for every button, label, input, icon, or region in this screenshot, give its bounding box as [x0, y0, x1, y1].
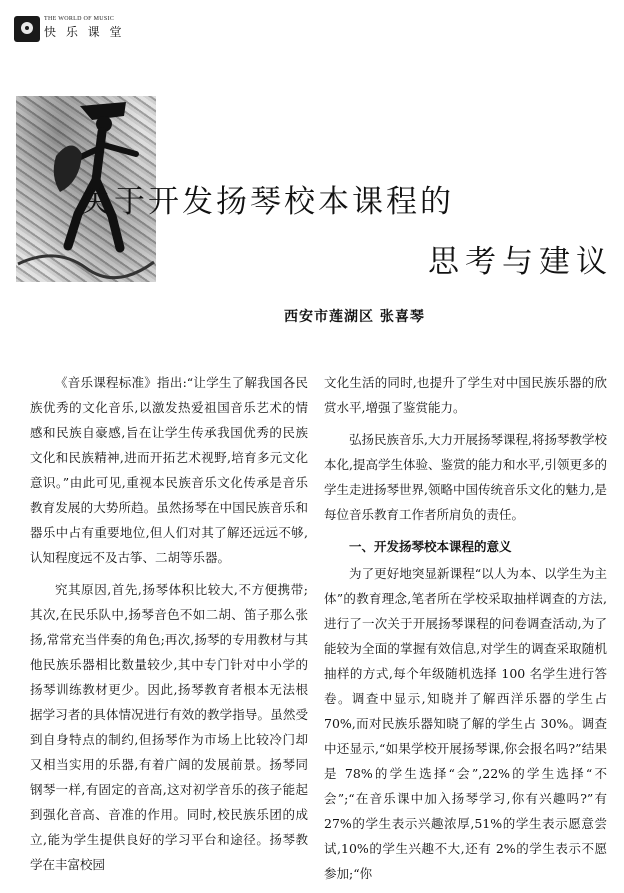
page-header [14, 16, 124, 44]
brand-english: THE WORLD OF MUSIC [44, 16, 115, 22]
paragraph: 为了更好地突显新课程“以人为本、以学生为主体”的教育理念,笔者所在学校采取抽样调查的方法,进行了一次关于开展扬琴课程的问卷调查活动,为了能较为全面的掌握有效信息,对学生的调查采取随机抽样的方式,每个年级随机选择 100 名学生进行答卷。调查中显示,知晓并了解西洋乐器的学生占 70%,而对民族乐器知晓了解的学生占 30%。调查中还显示,“如果学校开展扬琴课,你会报名吗?”结果是 78%的学生选择“会”,22%的学生选择“不会”;“在音乐课中加入扬琴学习,你有兴趣吗?”有 27%的学生表示兴趣浓厚,51%的学生表示愿意尝试,10%的学生兴趣不大,还有 2%的学生表示不愿参加;“你 [324, 566, 607, 881]
author-byline: 西安市莲湖区 张喜琴 [284, 309, 425, 325]
header-text [44, 16, 124, 38]
article-title-line1: 关于开发扬琴校本课程的 [80, 184, 454, 220]
paragraph: 弘扬民族音乐,大力开展扬琴课程,将扬琴教学校本化,提高学生体验、鉴赏的能力和水平,引领更多的学生走进扬琴世界,领略中国传统音乐文化的魅力,是每位音乐教育工作者所肩负的责任。 [324, 432, 607, 522]
article-title-line2: 思考与建议 [428, 244, 613, 280]
magazine-logo-icon [14, 16, 40, 42]
section-heading: 一、开发扬琴校本课程的意义 [349, 539, 512, 554]
right-text-column [324, 370, 607, 893]
paragraph-continued: 文化生活的同时,也提升了学生对中国民族乐器的欣赏水平,增强了鉴赏能力。 [324, 375, 607, 415]
paragraph: 《音乐课程标准》指出:“让学生了解我国各民族优秀的文化音乐,以激发热爱祖国音乐艺术的情感和民族自豪感,旨在让学生传承我国优秀的民族文化和民族精神,进而开拓艺术视野,培育多元文化意识。”由此可见,重视本民族音乐文化传承是音乐教育发展的大势所趋。虽然扬琴在中国民族音乐和器乐中占有重要地位,但人们对其了解还远远不够,认知程度远不及古筝、二胡等乐器。 [30, 375, 308, 565]
section-name: 快 乐 课 堂 [44, 25, 125, 39]
left-text-column [30, 370, 308, 884]
paragraph: 究其原因,首先,扬琴体积比较大,不方便携带;其次,在民乐队中,扬琴音色不如二胡、笛子那么张扬,常常充当伴奏的角色;再次,扬琴的专用教材与其他民族乐器相比数量较少,其中专门针对中小学的扬琴训练教材更少。因此,扬琴教育者根本无法根据学习者的具体情况进行有效的教学指导。虽然受到自身特点的制约,但扬琴作为市场上比较冷门却又相当实用的乐器,有着广阔的发展前景。扬琴同钢琴一样,有固定的音高,这对初学音乐的孩子能起到强化音高、音准的作用。同时,校民族乐团的成立,能为学生提供良好的学习平台和途径。扬琴教学在丰富校园 [30, 582, 308, 872]
